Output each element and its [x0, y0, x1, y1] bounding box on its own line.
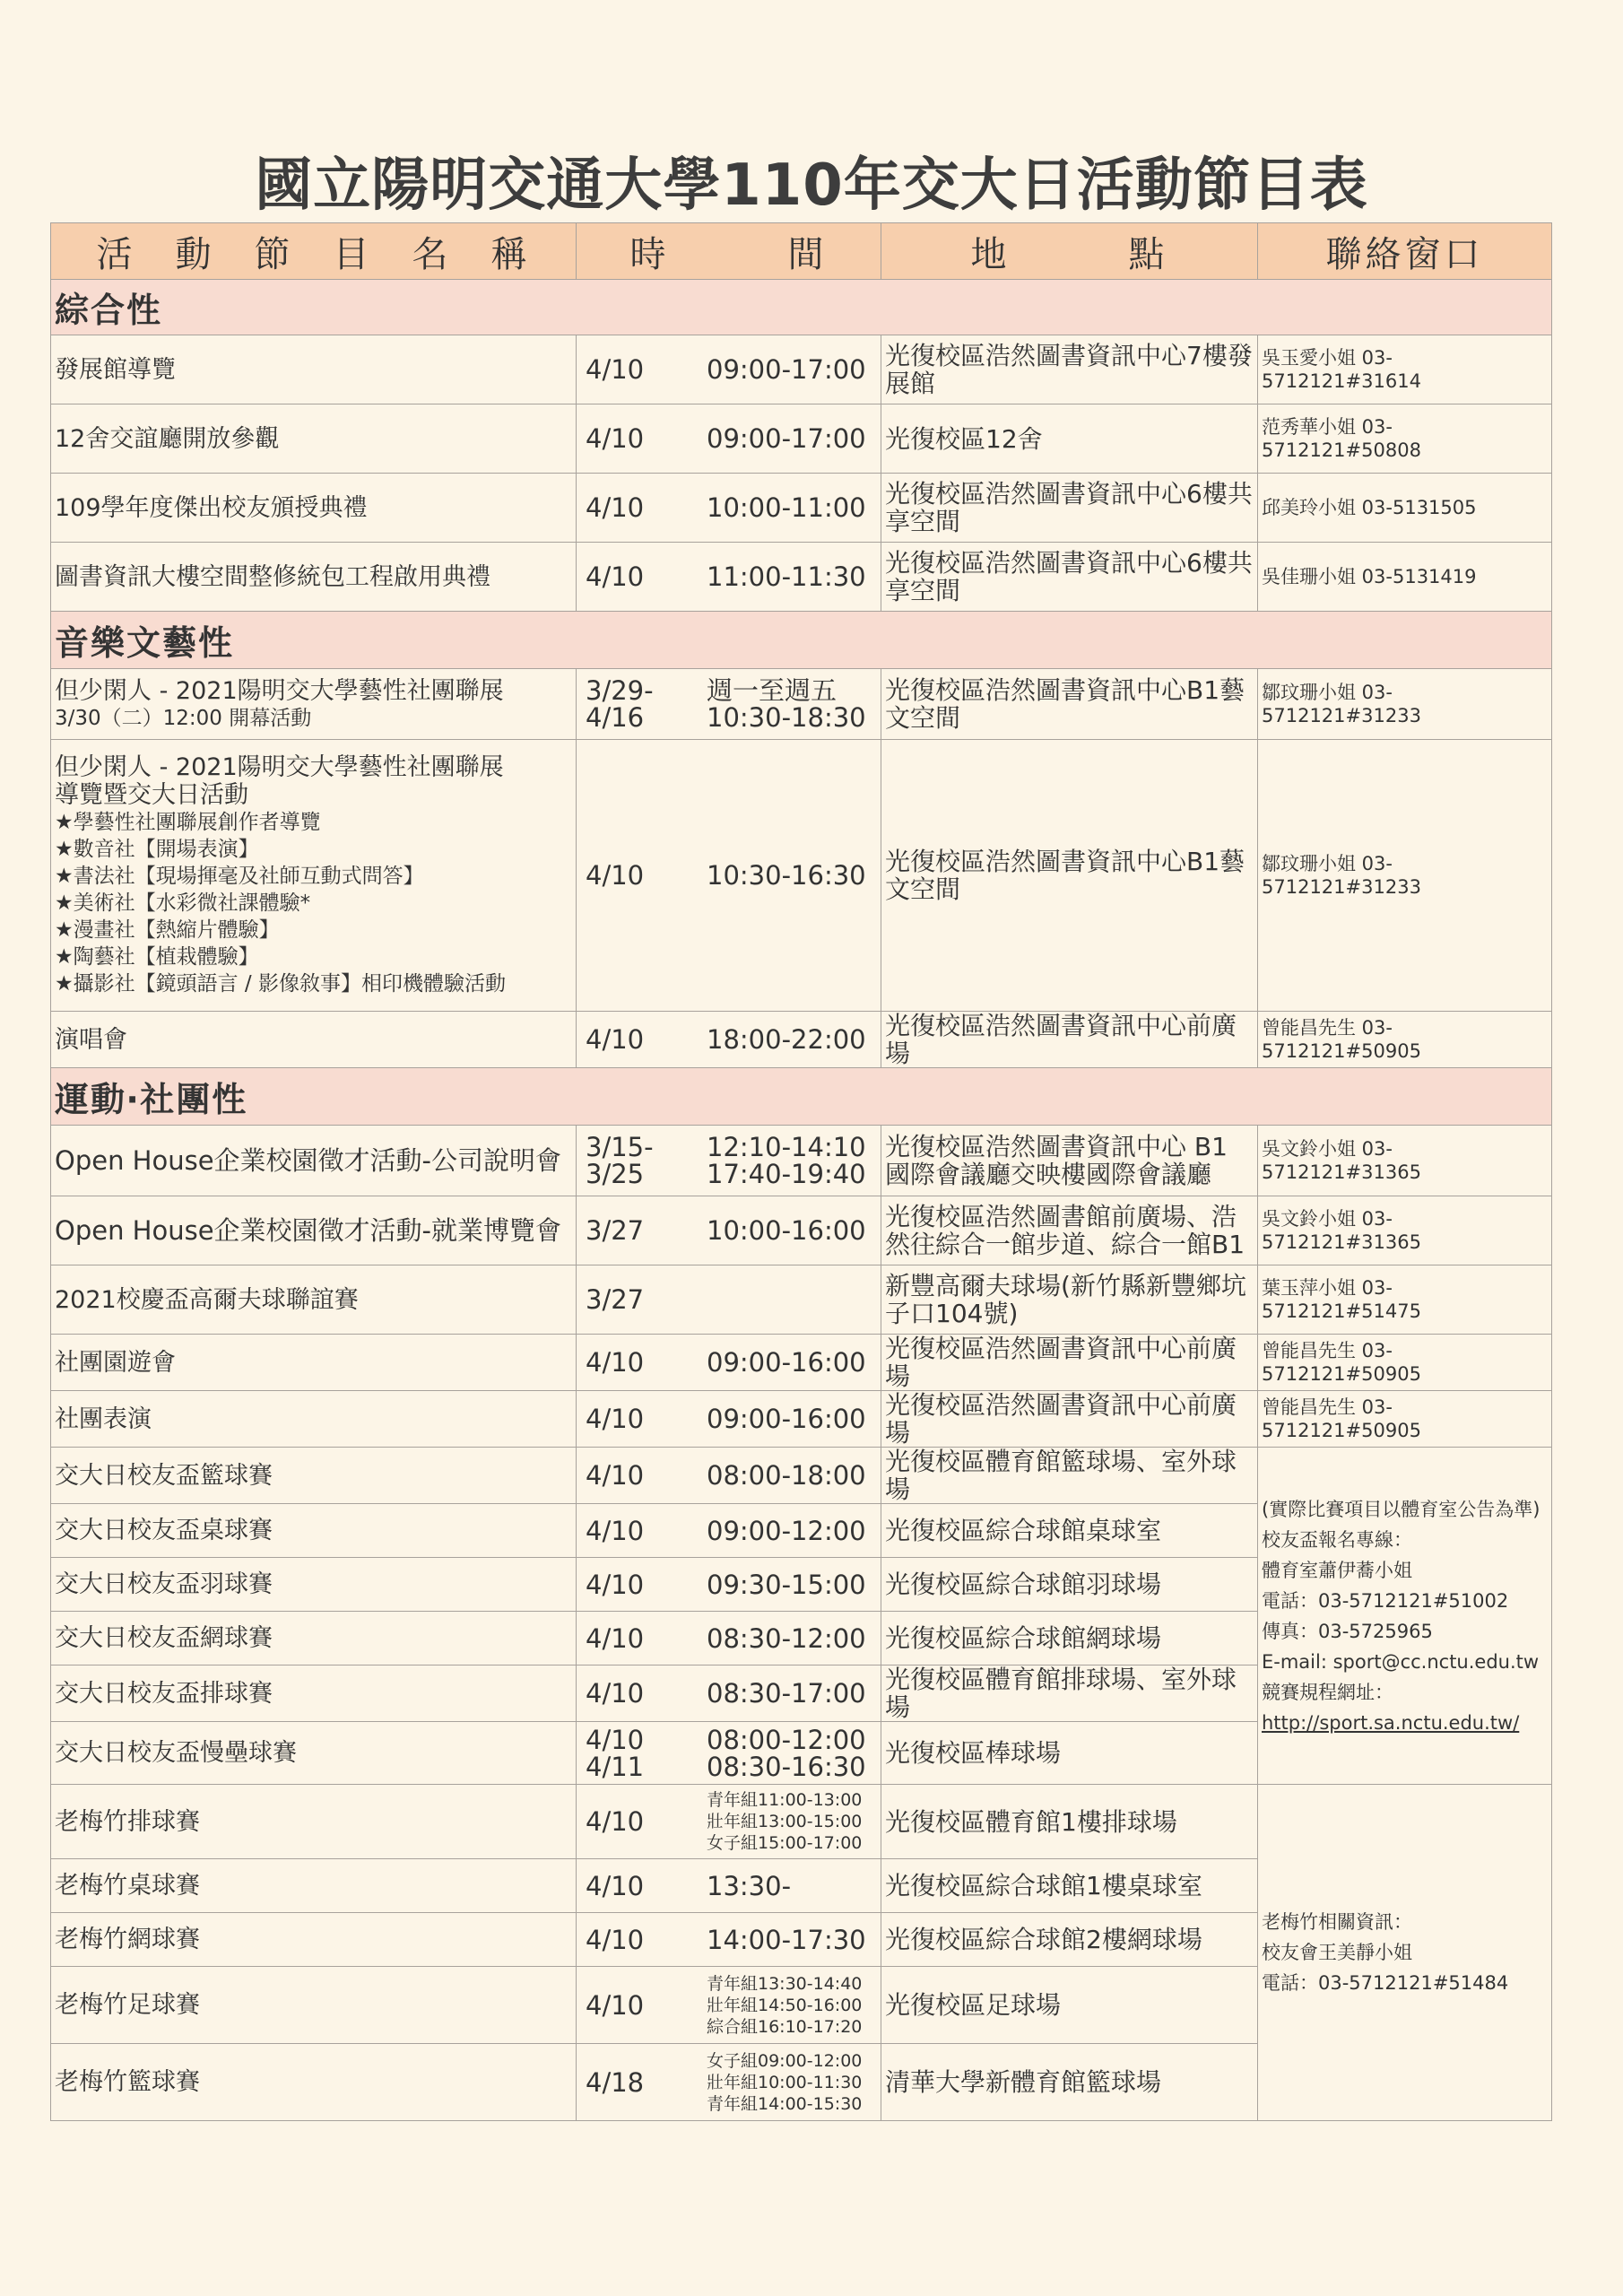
event-name: 交大日校友盃排球賽 [51, 1665, 577, 1722]
event-location: 光復校區浩然圖書資訊中心7樓發展館 [881, 335, 1258, 404]
event-name: 老梅竹桌球賽 [51, 1859, 577, 1913]
event-name: 109學年度傑出校友頒授典禮 [51, 474, 577, 543]
table-row [51, 1126, 1552, 1196]
event-contact: 吳玉愛小姐 03-5712121#31614 [1258, 335, 1552, 404]
event-location: 光復校區體育館籃球場、室外球場 [881, 1448, 1258, 1504]
table-row [51, 1448, 1552, 1504]
event-time: 青年組11:00-13:00 [707, 1790, 863, 1810]
event-name: 發展館導覽 [51, 335, 577, 404]
event-name: 演唱會 [51, 1012, 577, 1068]
event-location: 新豐高爾夫球場(新竹縣新豐鄉坑子口104號) [881, 1265, 1258, 1335]
event-time: 壯年組10:00-11:30 [707, 2072, 863, 2092]
event-name: 但少閑人 - 2021陽明交大學藝性社團聯展 [55, 753, 504, 781]
event-name: Open House企業校園徵才活動-就業博覽會 [51, 1196, 577, 1265]
table-header [51, 223, 1552, 280]
event-date: 4/10 [586, 1870, 645, 1901]
event-location: 光復校區綜合球館羽球場 [881, 1558, 1258, 1612]
event-contact: 曾能昌先生 03-5712121#50905 [1258, 1335, 1552, 1391]
activity-item: ★美術社【水彩微社課體驗* [55, 891, 311, 915]
table-row [51, 543, 1552, 612]
event-name: 交大日校友盃慢壘球賽 [51, 1722, 577, 1785]
event-time: 09:00-17:00 [707, 423, 866, 454]
table-row [51, 740, 1552, 1012]
event-location: 光復校區綜合球館桌球室 [881, 1504, 1258, 1558]
event-contact: 鄒玟珊小姐 03-5712121#31233 [1258, 669, 1552, 740]
event-date: 4/10 [586, 1569, 645, 1600]
rules-url-link[interactable]: http://sport.sa.nctu.edu.tw/ [1262, 1711, 1520, 1734]
event-date: 4/10 [586, 1924, 645, 1955]
event-time: 09:00-17:00 [707, 354, 866, 385]
activity-item: ★學藝性社團聯展創作者導覽 [55, 811, 321, 834]
event-date: 4/10 [586, 1347, 645, 1378]
event-time: 綜合組16:10-17:20 [707, 2016, 863, 2037]
event-contact: 吳佳珊小姐 03-5131419 [1258, 543, 1552, 612]
event-time: 08:00-18:00 [707, 1460, 866, 1491]
table-row [51, 1265, 1552, 1335]
event-name: 2021校慶盃高爾夫球聯誼賽 [51, 1265, 577, 1335]
event-name: Open House企業校園徵才活動-公司說明會 [51, 1126, 577, 1196]
event-location: 光復校區浩然圖書資訊中心 B1 國際會議廳交映樓國際會議廳 [881, 1126, 1258, 1196]
event-date: 4/10 [586, 1622, 645, 1654]
event-contact: 曾能昌先生 03-5712121#50905 [1258, 1012, 1552, 1068]
event-name: 老梅竹排球賽 [51, 1785, 577, 1859]
event-time: 08:00-12:00 [707, 1724, 866, 1755]
event-contact: 邱美玲小姐 03-5131505 [1258, 474, 1552, 543]
table-row [51, 474, 1552, 543]
event-time: 10:00-16:00 [707, 1215, 866, 1246]
event-date: 4/10 [586, 1515, 645, 1546]
event-time: 女子組15:00-17:00 [707, 1833, 863, 1853]
event-location: 光復校區12舍 [881, 404, 1258, 474]
event-date: 4/10 [586, 492, 645, 523]
event-time: 12:10-14:10 [707, 1132, 866, 1162]
event-date: 4/10 [586, 423, 645, 454]
schedule-table [50, 222, 1552, 2121]
event-date: 4/10 [586, 1460, 645, 1491]
contact-phone: 電話：03-5712121#51002 [1262, 1589, 1509, 1612]
event-time: 18:00-22:00 [707, 1024, 866, 1055]
event-time: 13:30- [707, 1870, 792, 1901]
table-row [51, 404, 1552, 474]
event-location: 光復校區浩然圖書資訊中心B1藝文空間 [881, 740, 1258, 1012]
event-name: 社團表演 [51, 1391, 577, 1448]
event-date: 3/29-4/16 [586, 675, 654, 733]
event-date: 4/10 [586, 860, 645, 891]
event-time: 週一至週五 [707, 675, 838, 706]
event-subtitle: 導覽暨交大日活動 [55, 781, 248, 809]
event-time: 08:30-12:00 [707, 1622, 866, 1654]
event-time: 14:00-17:30 [707, 1924, 866, 1955]
event-time: 09:00-12:00 [707, 1515, 866, 1546]
section-header [51, 612, 1552, 669]
event-location: 光復校區體育館排球場、室外球場 [881, 1665, 1258, 1722]
event-contact: 曾能昌先生 03-5712121#50905 [1258, 1391, 1552, 1448]
event-time: 女子組09:00-12:00 [707, 2050, 863, 2071]
sports-contact [1258, 1448, 1552, 1785]
contact-fax: 傳真：03-5725965 [1262, 1620, 1433, 1642]
event-name: 老梅竹足球賽 [51, 1967, 577, 2044]
event-contact: 吳文鈴小姐 03-5712121#31365 [1258, 1196, 1552, 1265]
event-name: 社團園遊會 [51, 1335, 577, 1391]
section-title: 音樂文藝性 [51, 612, 1552, 669]
header-contact: 聯絡窗口 [1258, 223, 1552, 280]
event-time: 08:30-17:00 [707, 1678, 866, 1709]
section-title: 運動‧社團性 [51, 1068, 1552, 1126]
event-time: 11:00-11:30 [707, 561, 866, 592]
activity-item: ★陶藝社【植栽體驗】 [55, 945, 259, 969]
event-time: 09:30-15:00 [707, 1569, 866, 1600]
header-location: 地 點 [881, 223, 1258, 280]
event-location: 光復校區浩然圖書資訊中心B1藝文空間 [881, 669, 1258, 740]
event-name: 圖書資訊大樓空間整修統包工程啟用典禮 [51, 543, 577, 612]
page-title: 國立陽明交通大學110年交大日活動節目表 [255, 152, 1368, 219]
contact-line: 校友會王美靜小姐 [1262, 1942, 1412, 1963]
event-time: 09:00-16:00 [707, 1347, 866, 1378]
event-location: 光復校區綜合球館1樓桌球室 [881, 1859, 1258, 1913]
table-row [51, 1335, 1552, 1391]
event-contact: 吳文鈴小姐 03-5712121#31365 [1258, 1126, 1552, 1196]
activity-item: ★攝影社【鏡頭語言 / 影像敘事】相印機體驗活動 [55, 972, 506, 996]
activity-item: ★書法社【現場揮毫及社師互動式問答】 [55, 865, 424, 888]
table-row [51, 1785, 1552, 1859]
contact-email-link[interactable]: E-mail: sport@cc.nctu.edu.tw [1262, 1650, 1540, 1673]
event-name: 但少閑人 - 2021陽明交大學藝性社團聯展 [55, 676, 504, 705]
event-date: 3/27 [586, 1284, 645, 1315]
event-time: 青年組14:00-15:30 [707, 2093, 863, 2114]
event-time: 10:00-11:00 [707, 492, 866, 523]
contact-line: 老梅竹相關資訊： [1262, 1911, 1412, 1933]
event-location: 光復校區浩然圖書資訊中心6樓共享空間 [881, 543, 1258, 612]
event-date: 4/10 [586, 1989, 645, 2021]
event-date: 4/10 [586, 1806, 645, 1837]
event-date: 4/10 [586, 1404, 645, 1434]
contact-phone: 電話：03-5712121#51484 [1262, 1972, 1509, 1994]
event-name: 老梅竹網球賽 [51, 1913, 577, 1967]
table-row [51, 669, 1552, 740]
event-name: 12舍交誼廳開放參觀 [51, 404, 577, 474]
section-header [51, 1068, 1552, 1126]
event-location: 光復校區浩然圖書資訊中心6樓共享空間 [881, 474, 1258, 543]
event-location: 光復校區浩然圖書資訊中心前廣場 [881, 1391, 1258, 1448]
activity-item: ★數音社【開場表演】 [55, 838, 259, 861]
event-location: 光復校區浩然圖書資訊中心前廣場 [881, 1335, 1258, 1391]
event-time: 17:40-19:40 [707, 1159, 866, 1189]
event-date: 4/10 [586, 1024, 645, 1055]
event-location: 光復校區浩然圖書資訊中心前廣場 [881, 1012, 1258, 1068]
event-contact: 鄒玟珊小姐 03-5712121#31233 [1258, 740, 1552, 1012]
event-name: 交大日校友盃籃球賽 [51, 1448, 577, 1504]
event-name: 交大日校友盃桌球賽 [51, 1504, 577, 1558]
event-name: 老梅竹籃球賽 [51, 2044, 577, 2121]
event-location: 清華大學新體育館籃球場 [881, 2044, 1258, 2121]
header-time: 時 間 [577, 223, 881, 280]
event-date: 4/10 [586, 354, 645, 385]
event-contact: 葉玉萍小姐 03-5712121#51475 [1258, 1265, 1552, 1335]
event-location: 光復校區體育館1樓排球場 [881, 1785, 1258, 1859]
event-date: 4/10 [586, 1724, 645, 1755]
contact-line: 校友盃報名專線： [1262, 1528, 1412, 1551]
section-title: 綜合性 [51, 280, 1552, 335]
contact-note: (實際比賽項目以體育室公告為準) [1262, 1498, 1541, 1520]
event-time: 10:30-16:30 [707, 860, 866, 891]
event-time: 08:30-16:30 [707, 1751, 866, 1782]
event-location: 光復校區浩然圖書館前廣場、浩然往綜合一館步道、綜合一館B1 [881, 1196, 1258, 1265]
event-time: 09:00-16:00 [707, 1404, 866, 1434]
event-date: 3/15-3/25 [586, 1132, 654, 1189]
alumni-contact [1258, 1785, 1552, 2121]
contact-line: 競賽規程網址： [1262, 1681, 1393, 1703]
table-row [51, 1196, 1552, 1265]
header-name: 活 動 節 目 名 稱 [51, 223, 577, 280]
section-header [51, 280, 1552, 335]
event-location: 光復校區綜合球館2樓網球場 [881, 1913, 1258, 1967]
event-subtitle: 3/30（二）12:00 開幕活動 [55, 706, 312, 730]
event-date: 4/10 [586, 561, 645, 592]
event-date: 4/18 [586, 2066, 645, 2098]
event-date: 4/10 [586, 1678, 645, 1709]
event-name: 交大日校友盃網球賽 [51, 1612, 577, 1665]
event-date: 4/11 [586, 1751, 645, 1782]
event-contact: 范秀華小姐 03-5712121#50808 [1258, 404, 1552, 474]
table-row [51, 335, 1552, 404]
event-location: 光復校區足球場 [881, 1967, 1258, 2044]
activity-item: ★漫畫社【熱縮片體驗】 [55, 918, 280, 942]
event-time: 青年組13:30-14:40 [707, 1973, 863, 1994]
event-time: 壯年組13:00-15:00 [707, 1812, 863, 1831]
event-location: 光復校區棒球場 [881, 1722, 1258, 1785]
contact-line: 體育室蕭伊蕎小姐 [1262, 1559, 1412, 1581]
event-time: 10:30-18:30 [707, 702, 866, 733]
event-date: 3/27 [586, 1215, 645, 1246]
table-row [51, 1012, 1552, 1068]
event-time: 壯年組14:50-16:00 [707, 1995, 863, 2015]
table-row [51, 1391, 1552, 1448]
event-name: 交大日校友盃羽球賽 [51, 1558, 577, 1612]
event-location: 光復校區綜合球館網球場 [881, 1612, 1258, 1665]
